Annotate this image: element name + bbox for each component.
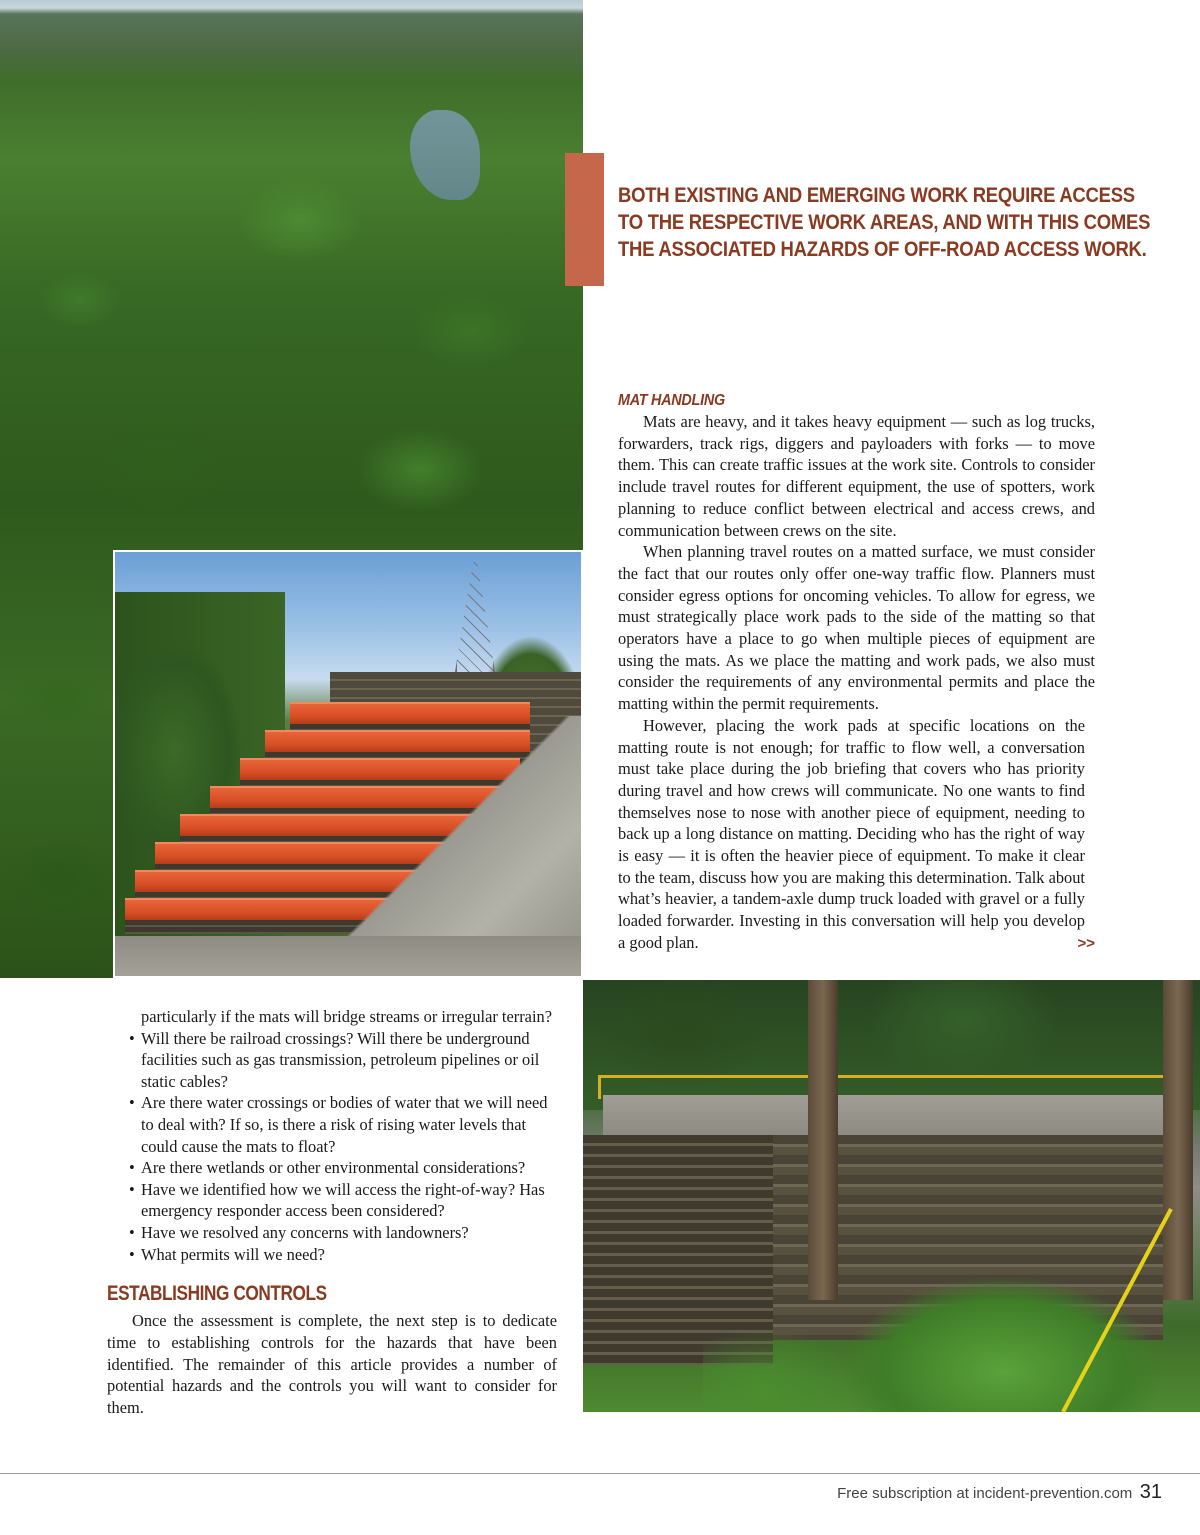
list-item — [107, 1222, 557, 1244]
lake-detail — [410, 110, 480, 200]
establishing-controls-body — [107, 1310, 557, 1419]
pullquote — [618, 182, 1151, 263]
pullquote-line: TO THE RESPECTIVE WORK AREAS, AND WITH THIS COMES — [618, 210, 1151, 234]
mat-handling-body — [618, 411, 1095, 954]
left-column — [107, 1006, 557, 1419]
list-item — [107, 1179, 557, 1222]
paragraph: However, placing the work pads at specific locations on the matting route is not enough; for traffic to flow well, a conversation must take place during the job briefing that covers who has priority during travel and how crews will communicate. No one wants to find themselves nose to nose with another piece of equipment, needing to back up a long distance on matting. Deciding who has the right of way is easy — it is often the heavier piece of equipment. To make it clear to the team, discuss how you are making this determination. Talk about what’s heavier, a tandem-axle dump truck loaded with gravel or a fully loaded forwarder. Investing in this conversation will help you develop a good plan. — [618, 715, 1085, 952]
list-item-text: Have we identified how we will access the right-of-way? Has emergency responder access been considered? — [141, 1179, 545, 1221]
footer-divider — [0, 1473, 1200, 1474]
page-number: 31 — [1139, 1481, 1162, 1503]
pullquote-accent-bar — [565, 153, 604, 286]
green-brush — [703, 1222, 1200, 1412]
section-heading: MAT HANDLING — [618, 392, 725, 409]
list-item — [107, 1092, 557, 1157]
list-item-text: Are there water crossings or bodies of water that we will need to deal with? If so, is there a risk of rising water levels that could cause the mats to float? — [141, 1093, 548, 1156]
list-item-text: Are there wetlands or other environmental considerations? — [141, 1158, 526, 1178]
subscription-link-text[interactable]: Free subscription at incident-prevention.com — [837, 1485, 1133, 1502]
list-item — [107, 1244, 557, 1266]
bullet-icon: • — [129, 1244, 135, 1264]
paragraph: When planning travel routes on a matted surface, we must consider the fact that our routes only offer one-way traffic flow. Planners must consider egress options for oncoming vehicles. To allow for egress, we must strategically place work pads to the side of the matting so that operators have a place to go when multiple pieces of equipment are using the mats. As we place the matting and work pads, we also must consider the requirements of any environmental permits and place the matting within the permit requirements. — [618, 542, 1095, 714]
page-footer — [837, 1481, 1162, 1504]
list-item-continuation: particularly if the mats will bridge streams or irregular terrain? — [141, 1007, 552, 1026]
yellow-guard-rail — [598, 1075, 1183, 1099]
bullet-icon: • — [129, 1222, 135, 1242]
mat-handling-section — [618, 391, 1095, 954]
paragraph: Mats are heavy, and it takes heavy equipment — such as log trucks, forwarders, track rigs, diggers and payloaders with forks — to move them. This can create traffic issues at the work site. Controls to consider include travel routes for different equipment, the use of spotters, work planning to reduce conflict between electrical and access crews, and communication between crews on the site. — [618, 412, 1095, 540]
section-heading: ESTABLISHING CONTROLS — [107, 1282, 327, 1306]
stacked-mats-photo — [113, 550, 583, 978]
pullquote-line: THE ASSOCIATED HAZARDS OF OFF-ROAD ACCESS WORK. — [618, 237, 1147, 261]
list-item — [107, 1028, 557, 1093]
paragraph: Once the assessment is complete, the next step is to dedicate time to establishing controls for the hazards that have been identified. The remainder of this article provides a number of potential hazards and the controls you will want to consider for them. — [107, 1311, 557, 1417]
mat-work-pad-photo — [583, 980, 1200, 1412]
gravel-ground — [115, 936, 581, 976]
pullquote-line: BOTH EXISTING AND EMERGING WORK REQUIRE ACCESS — [618, 183, 1135, 207]
bullet-icon: • — [129, 1179, 135, 1199]
assessment-question-list — [107, 1006, 557, 1265]
continue-arrow: >> — [1077, 934, 1095, 952]
work-pad-deck — [603, 1095, 1183, 1140]
list-item — [107, 1157, 557, 1179]
list-item-text: Have we resolved any concerns with landowners? — [141, 1222, 469, 1242]
bullet-icon: • — [129, 1158, 135, 1178]
list-item-text: What permits will we need? — [141, 1244, 325, 1264]
list-item-text: Will there be railroad crossings? Will there be underground facilities such as gas transmission, petroleum pipelines or oil static cables? — [141, 1028, 540, 1091]
bullet-icon: • — [129, 1028, 135, 1048]
bullet-icon: • — [129, 1093, 135, 1113]
